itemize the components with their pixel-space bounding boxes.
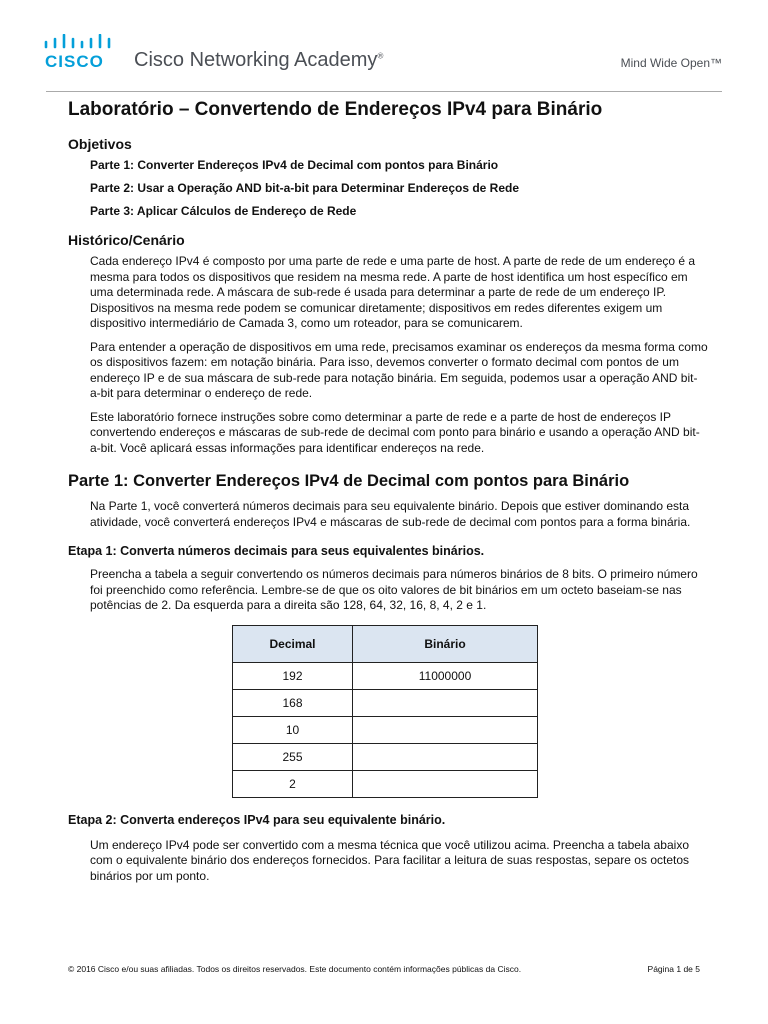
background-paragraph: Para entender a operação de dispositivos em uma rede, precisamos examinar os endereços da mesma forma como os dispositivos fazem: em notação binária. Para isso, devemos converter o formato decimal com pontos de um endereço IP e de sua máscara de sub-rede para notação binária. Em seguida, podemos usar a operação AND bit-a-bit para determinar o endereço de rede. xyxy=(90,339,708,400)
table-row xyxy=(233,662,538,689)
objectives-heading: Objetivos xyxy=(68,136,132,152)
column-header-binary: Binário xyxy=(353,625,538,662)
objectives-list xyxy=(68,154,708,223)
part1-intro: Na Parte 1, você converterá números decimais para seu equivalente binário. Depois que estiver dominando esta atividade, você converterá endereços IPv4 e máscaras de sub-rede de decimal com pontos para a forma binária. xyxy=(90,499,691,529)
step1-heading: Etapa 1: Converta números decimais para seus equivalentes binários. xyxy=(68,544,485,558)
binary-cell[interactable] xyxy=(353,716,538,743)
background-paragraph: Este laboratório fornece instruções sobre como determinar a parte de rede e a parte de host de endereços IP convertendo endereços e máscaras de sub-rede de decimal com ponto para binário e usando a operação AND bit-a-bit. Você aplicará essas informações para identificar endereços na rede. xyxy=(90,409,700,455)
document-body xyxy=(68,96,708,884)
cisco-logo-icon xyxy=(44,34,114,50)
step2-text: Um endereço IPv4 pode ser convertido com a mesma técnica que você utilizou acima. Preencha a tabela abaixo com o equivalente binário dos endereços fornecidos. Para facilitar a leitura de suas respostas, separe os octetos binários por um ponto. xyxy=(90,837,690,883)
brand-name: Cisco Networking Academy® xyxy=(134,49,384,71)
page-footer xyxy=(68,964,700,974)
part1-heading: Parte 1: Converter Endereços IPv4 de Decimal com pontos para Binário xyxy=(68,472,630,490)
background-heading: Histórico/Cenário xyxy=(68,232,185,248)
table-header-row xyxy=(233,625,538,662)
objective-item: Parte 2: Usar a Operação AND bit-a-bit para Determinar Endereços de Rede xyxy=(90,181,520,195)
decimal-cell: 255 xyxy=(233,743,353,770)
table-row xyxy=(233,770,538,797)
decimal-cell: 10 xyxy=(233,716,353,743)
binary-cell[interactable] xyxy=(353,689,538,716)
page-number: Página 1 de 5 xyxy=(647,964,700,974)
binary-cell[interactable] xyxy=(353,743,538,770)
page-header xyxy=(0,0,768,92)
objective-item: Parte 1: Converter Endereços IPv4 de Decimal com pontos para Binário xyxy=(90,158,499,172)
header-divider xyxy=(46,91,722,92)
table-row xyxy=(233,743,538,770)
decimal-cell: 168 xyxy=(233,689,353,716)
step1-text: Preencha a tabela a seguir convertendo os números decimais para números binários de 8 bits. O primeiro número foi preenchido como referência. Lembre-se de que os oito valores de bit binários em um octeto baseiam-se nas potências de 2. Da esquerda para a direita são 128, 64, 32, 16, 8, 4, 2 e 1. xyxy=(90,567,698,612)
page-title: Laboratório – Convertendo de Endereços IPv4 para Binário xyxy=(68,99,603,120)
table-row xyxy=(233,689,538,716)
copyright-text: © 2016 Cisco e/ou suas afiliadas. Todos os direitos reservados. Este documento contém informações públicas da Cisco. xyxy=(68,964,522,974)
objective-item: Parte 3: Aplicar Cálculos de Endereço de Rede xyxy=(90,204,357,218)
background-paragraph: Cada endereço IPv4 é composto por uma parte de rede e uma parte de host. A parte de rede de um endereço é a mesma para todos os dispositivos que residem na mesma rede. A parte de host identifica um host específico em uma determinada rede. A máscara de sub-rede é usada para determinar a parte de rede de um endereço IP. Dispositivos na mesma rede podem se comunicar diretamente; dispositivos em redes diferentes exigem um dispositivo intermediário de Camada 3, como um roteador, para se comunicarem. xyxy=(90,254,696,330)
decimal-binary-table xyxy=(232,625,538,798)
binary-cell[interactable] xyxy=(353,770,538,797)
binary-cell: 11000000 xyxy=(353,662,538,689)
column-header-decimal: Decimal xyxy=(233,625,353,662)
tagline: Mind Wide Open™ xyxy=(620,56,722,70)
cisco-logo-text: CISCO xyxy=(45,52,104,71)
decimal-cell: 192 xyxy=(233,662,353,689)
decimal-cell: 2 xyxy=(233,770,353,797)
step2-heading: Etapa 2: Converta endereços IPv4 para seu equivalente binário. xyxy=(68,812,446,827)
table-row xyxy=(233,716,538,743)
